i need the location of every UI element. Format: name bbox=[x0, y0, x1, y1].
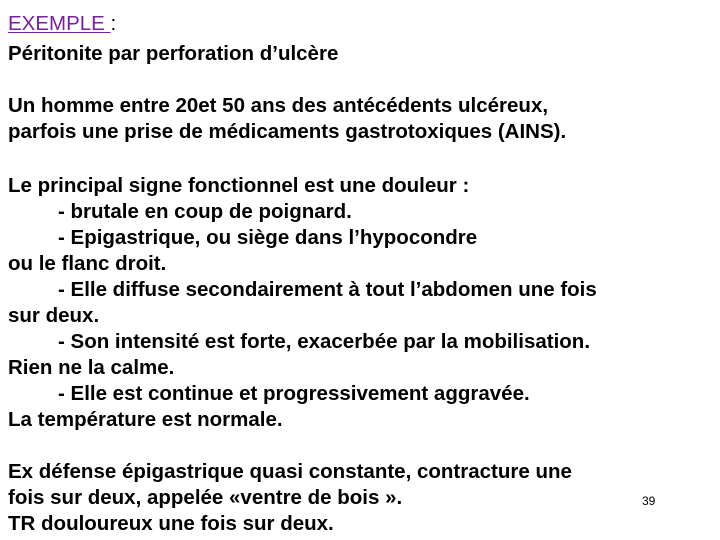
page-number: 39 bbox=[642, 494, 656, 508]
example-title-word: EXEMPLE bbox=[8, 12, 111, 35]
pain-item-intensity: - Son intensité est forte, exacerbée par la mobilisation. bbox=[58, 330, 591, 353]
pain-item-brutal: - brutale en coup de poignard. bbox=[58, 200, 352, 223]
pain-item-epigastric: - Epigastrique, ou siège dans l’hypocondre bbox=[58, 226, 478, 249]
pain-item-continuous: - Elle est continue et progressivement aggravée. bbox=[58, 382, 530, 405]
example-heading bbox=[8, 12, 116, 36]
exam-line-3: TR douloureux une fois sur deux. bbox=[8, 512, 334, 535]
pain-item-epigastric-cont: ou le flanc droit. bbox=[8, 252, 167, 275]
example-title-colon: : bbox=[110, 12, 117, 35]
intro-line-2: parfois une prise de médicaments gastrotoxiques (AINS). bbox=[8, 120, 567, 143]
exam-line-2: fois sur deux, appelée «ventre de bois ». bbox=[8, 486, 403, 509]
intro-line-1: Un homme entre 20et 50 ans des antécédents ulcéreux, bbox=[8, 94, 549, 117]
exam-line-1: Ex défense épigastrique quasi constante, contracture une bbox=[8, 460, 572, 483]
pain-lead: Le principal signe fonctionnel est une douleur : bbox=[8, 174, 470, 197]
pain-item-diffuse-cont: sur deux. bbox=[8, 304, 100, 327]
pain-item-intensity-cont: Rien ne la calme. bbox=[8, 356, 175, 379]
temperature-line: La température est normale. bbox=[8, 408, 283, 431]
example-subtitle: Péritonite par perforation d’ulcère bbox=[8, 42, 339, 65]
pain-item-diffuse: - Elle diffuse secondairement à tout l’abdomen une fois bbox=[58, 278, 597, 301]
